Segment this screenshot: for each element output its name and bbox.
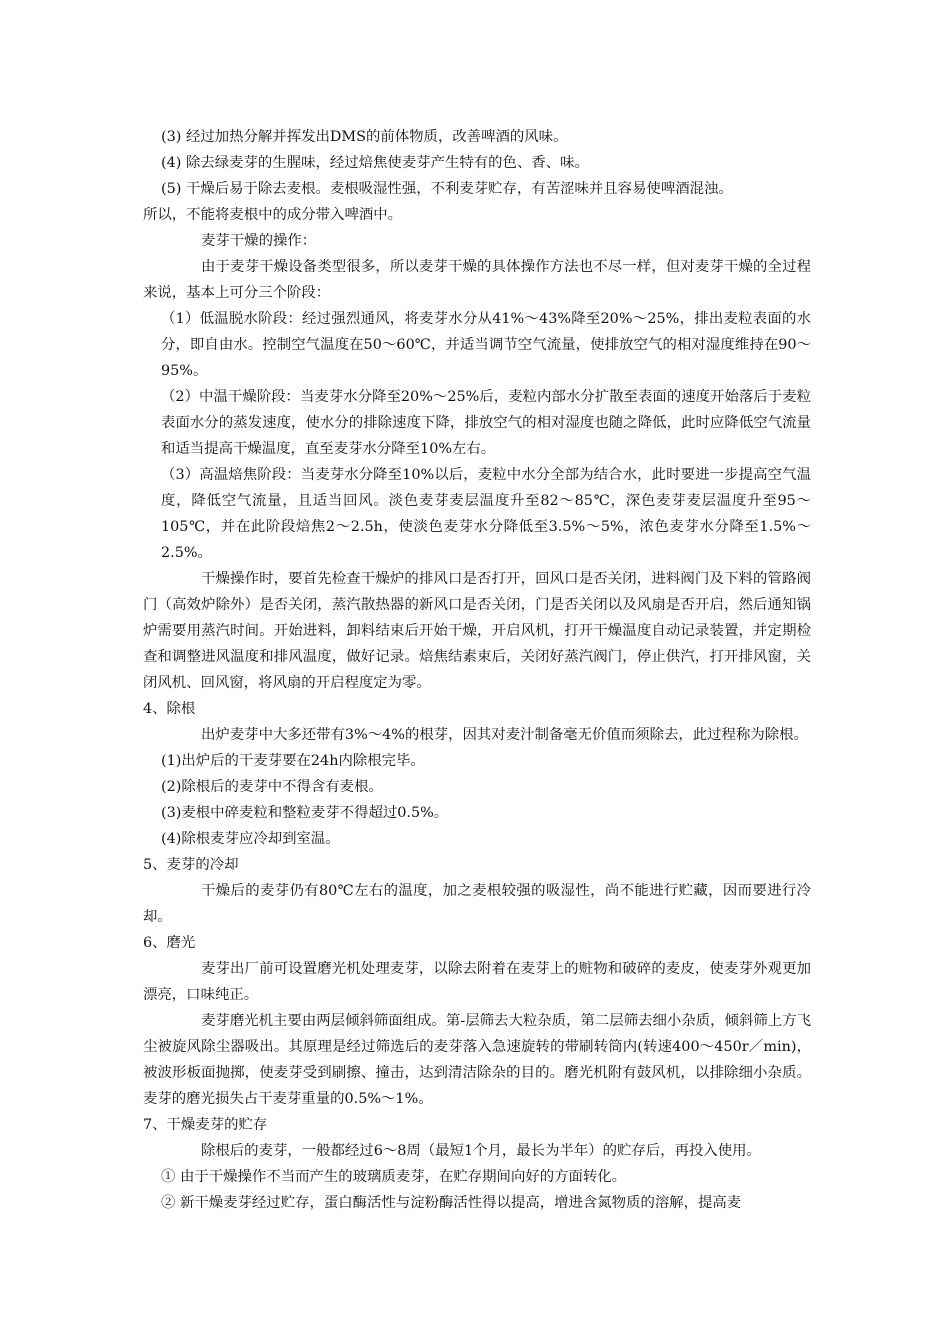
document-body: [143, 124, 811, 1216]
paragraph: ② 新干燥麦芽经过贮存，蛋白酶活性与淀粉酶活性得以提高，增进含氮物质的溶解，提高麦: [161, 1195, 742, 1211]
paragraph: 除根后的麦芽，一般都经过6～8周（最短1个月，最长为半年）的贮存后，再投入使用。: [201, 1143, 761, 1159]
paragraph: 麦芽磨光机主要由两层倾斜筛面组成。第-层筛去大粒杂质，第二层筛去细小杂质，倾斜筛上方飞尘被旋风除尘器吸出。其原理是经过筛选后的麦芽落入急速旋转的带刷转筒内(转速400～450r／min)，被波形板面抛掷，使麦芽受到刷擦、撞击，达到清洁除杂的目的。磨光机附有鼓风机，以排除细小杂质。麦芽的磨光损失占干麦芽重量的0.5%～1%。: [143, 1013, 811, 1107]
paragraph: (4) 除去绿麦芽的生腥味，经过焙焦使麦芽产生特有的色、香、味。: [161, 155, 589, 171]
paragraph: （1）低温脱水阶段：经过强烈通风，将麦芽水分从41%～43%降至20%～25%，排出麦粒表面的水分，即自由水。控制空气温度在50～60℃，并适当调节空气流量，使排放空气的相对湿度维持在90～95%。: [161, 311, 811, 379]
paragraph: (4)除根麦芽应冷却到室温。: [161, 831, 340, 847]
paragraph: (3) 经过加热分解并挥发出DMS的前体物质，改善啤酒的风味。: [161, 129, 568, 145]
paragraph: 6、磨光: [143, 935, 196, 951]
paragraph: （3）高温焙焦阶段：当麦芽水分降至10%以后，麦粒中水分全部为结合水，此时要进一步提高空气温度，降低空气流量，且适当回风。淡色麦芽麦层温度升至82～85℃，深色麦芽麦层温度升至95～105℃，并在此阶段焙焦2～2.5h，使淡色麦芽水分降低至3.5%～5%，浓色麦芽水分降至1.5%～2.5%。: [161, 467, 811, 561]
paragraph: 麦芽干燥的操作：: [201, 233, 317, 249]
paragraph: （2）中温干燥阶段：当麦芽水分降至20%～25%后，麦粒内部水分扩散至表面的速度开始落后于麦粒表面水分的蒸发速度，使水分的排除速度下降，排放空气的相对湿度也随之降低，此时应降低空气流量和适当提高干燥温度，直至麦芽水分降至10%左右。: [161, 389, 811, 457]
paragraph: ① 由于干燥操作不当而产生的玻璃质麦芽，在贮存期间向好的方面转化。: [161, 1169, 627, 1185]
paragraph: (2)除根后的麦芽中不得含有麦根。: [161, 779, 383, 795]
paragraph: 4、除根: [143, 701, 196, 717]
paragraph: 7、干燥麦芽的贮存: [143, 1117, 268, 1133]
paragraph: 5、麦芽的冷却: [143, 857, 239, 873]
paragraph: (1)出炉后的干麦芽要在24h内除根完毕。: [161, 753, 425, 769]
paragraph: 出炉麦芽中大多还带有3%～4%的根芽，因其对麦汁制备毫无价值而须除去，此过程称为除根。: [201, 727, 808, 743]
paragraph: 干燥操作时，要首先检查干燥炉的排风口是否打开，回风口是否关闭，进料阀门及下料的管路阀门（高效炉除外）是否关闭，蒸汽散热器的新风口是否关闭，门是否关闭以及风扇是否开启，然后通知锅炉需要用蒸汽时间。开始进料，卸料结束后开始干燥，开启风机，打开干燥温度自动记录装置，并定期检查和调整进风温度和排风温度，做好记录。焙焦结素束后，关闭好蒸汽阀门，停止供汽，打开排风窗，关闭风机、回风窗，将风扇的开启程度定为零。: [143, 571, 811, 691]
paragraph: 干燥后的麦芽仍有80℃左右的温度，加之麦根较强的吸湿性，尚不能进行贮藏，因而要进行冷却。: [143, 883, 811, 925]
paragraph: (5) 干燥后易于除去麦根。麦根吸湿性强，不利麦芽贮存，有苦涩味并且容易使啤酒混浊。: [161, 181, 733, 197]
paragraph: 所以，不能将麦根中的成分带入啤酒中。: [143, 207, 403, 223]
paragraph: 由于麦芽干燥设备类型很多，所以麦芽干燥的具体操作方法也不尽一样，但对麦芽干燥的全过程来说，基本上可分三个阶段：: [143, 259, 811, 301]
paragraph: (3)麦根中碎麦粒和整粒麦芽不得超过0.5%。: [161, 805, 449, 821]
paragraph: 麦芽出厂前可设置磨光机处理麦芽，以除去附着在麦芽上的赃物和破碎的麦皮，使麦芽外观更加漂亮，口味纯正。: [143, 961, 811, 1003]
